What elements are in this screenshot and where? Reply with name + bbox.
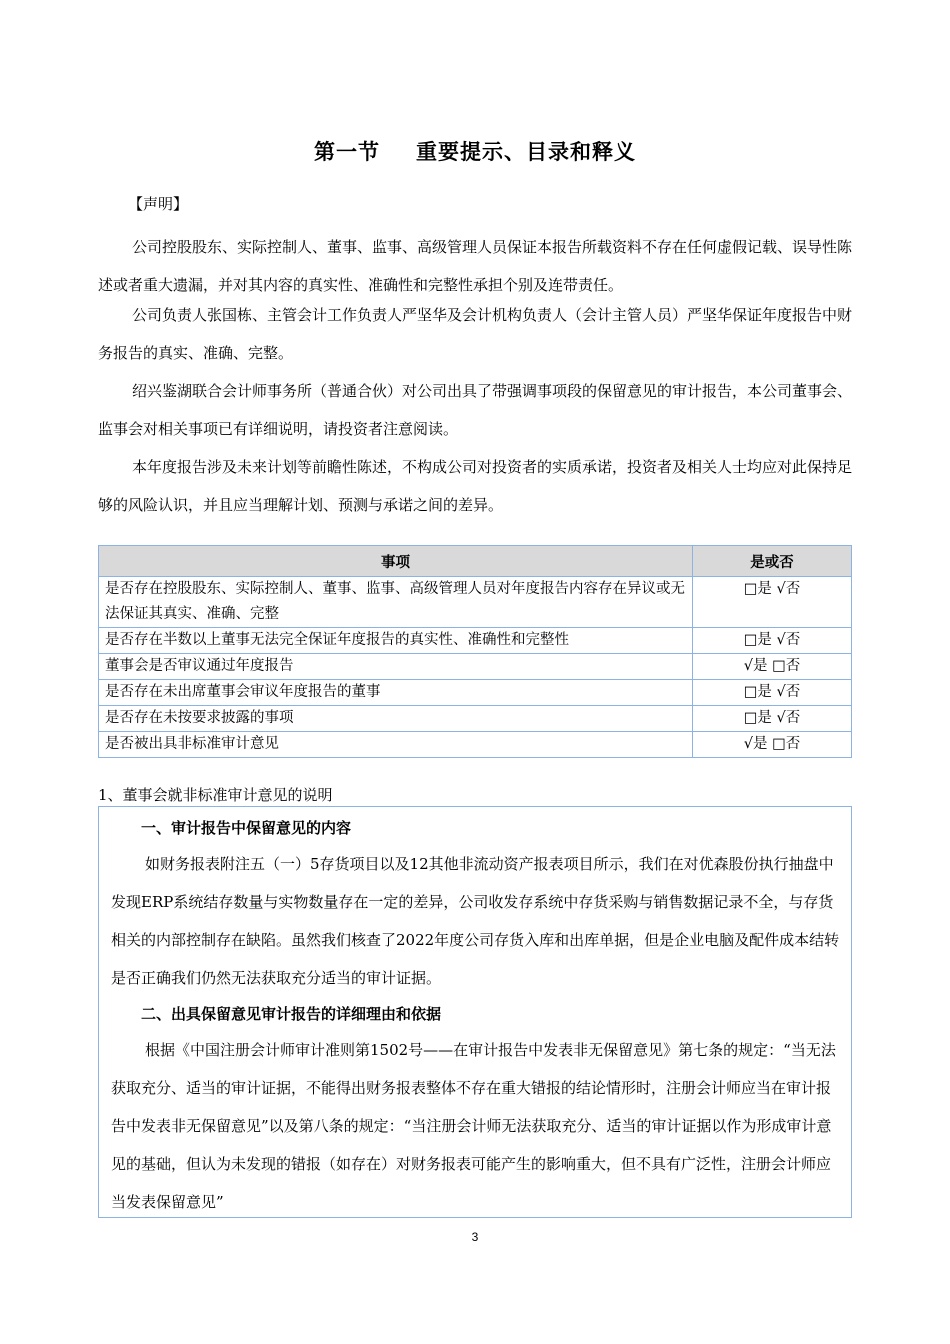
- matters-table: [98, 545, 852, 758]
- table-cell-item: 是否存在未出席董事会审议年度报告的董事: [99, 680, 693, 706]
- paragraph-1: 公司控股股东、实际控制人、董事、监事、高级管理人员保证本报告所载资料不存在任何虚假记载、误导性陈述或者重大遗漏，并对其内容的真实性、准确性和完整性承担个别及连带责任。: [98, 238, 853, 294]
- table-row: [99, 654, 852, 680]
- table-cell-answer: √是 □否: [693, 654, 852, 680]
- table-cell-answer: □是 √否: [693, 706, 852, 732]
- paragraph-4: 本年度报告涉及未来计划等前瞻性陈述，不构成公司对投资者的实质承诺，投资者及相关人士均应对此保持足够的风险认识，并且应当理解计划、预测与承诺之间的差异。: [98, 458, 853, 514]
- box-heading-1: 一、审计报告中保留意见的内容: [141, 819, 352, 837]
- table-row: [99, 732, 852, 758]
- table-header-answer: 是或否: [693, 546, 852, 577]
- table-row: [99, 706, 852, 732]
- table-cell-item: 是否被出具非标准审计意见: [99, 732, 693, 758]
- table-cell-answer: √是 □否: [693, 732, 852, 758]
- table-cell-answer: □是 √否: [693, 628, 852, 654]
- section-title: [0, 136, 950, 166]
- table-row: [99, 680, 852, 706]
- box-heading-2: 二、出具保留意见审计报告的详细理由和依据: [141, 1005, 442, 1023]
- box-paragraph-1: 如财务报表附注五（一）5存货项目以及12其他非流动资产报表项目所示，我们在对优森股份执行抽盘中发现ERP系统结存数量与实物数量存在一定的差异，公司收发存系统中存货采购与销售数据记录不全，与存货相关的内部控制存在缺陷。虽然我们核查了2022年度公司存货入库和出库单据，但是企业电脑及配件成本结转是否正确我们仍然无法获取充分适当的审计证据。: [111, 855, 840, 987]
- table-header-item: 事项: [99, 546, 693, 577]
- table-cell-item: 是否存在半数以上董事无法完全保证年度报告的真实性、准确性和完整性: [99, 628, 693, 654]
- table-header-row: [99, 546, 852, 577]
- paragraph-2: 公司负责人张国栋、主管会计工作负责人严坚华及会计机构负责人（会计主管人员）严坚华保证年度报告中财务报告的真实、准确、完整。: [98, 306, 853, 362]
- table-cell-answer: □是 √否: [693, 577, 852, 628]
- table-cell-item: 是否存在控股股东、实际控制人、董事、监事、高级管理人员对年度报告内容存在异议或无法保证其真实、准确、完整: [99, 577, 693, 628]
- table-row: [99, 577, 852, 628]
- paragraph-3: 绍兴鉴湖联合会计师事务所（普通合伙）对公司出具了带强调事项段的保留意见的审计报告，本公司董事会、监事会对相关事项已有详细说明，请投资者注意阅读。: [98, 382, 853, 438]
- table-cell-item: 董事会是否审议通过年度报告: [99, 654, 693, 680]
- box-paragraph-2: 根据《中国注册会计师审计准则第1502号——在审计报告中发表非无保留意见》第七条的规定：“当无法获取充分、适当的审计证据，不能得出财务报表整体不存在重大错报的结论情形时，注册会计师应当在审计报告中发表非无保留意见”以及第八条的规定：“当注册会计师无法获取充分、适当的审计证据以作为形成审计意见的基础，但认为未发现的错报（如存在）对财务报表可能产生的影响重大，但不具有广泛性，注册会计师应当发表保留意见”: [111, 1041, 836, 1211]
- section-1-label: 1、董事会就非标准审计意见的说明: [98, 786, 333, 804]
- table-cell-answer: □是 √否: [693, 680, 852, 706]
- table-cell-item: 是否存在未按要求披露的事项: [99, 706, 693, 732]
- page-number: 3: [471, 1230, 479, 1244]
- section-title-number: 第一节: [314, 140, 380, 164]
- section-title-text: 重要提示、目录和释义: [416, 140, 636, 164]
- audit-opinion-box: [98, 806, 852, 1218]
- declaration-label: 【声明】: [128, 195, 189, 213]
- table-row: [99, 628, 852, 654]
